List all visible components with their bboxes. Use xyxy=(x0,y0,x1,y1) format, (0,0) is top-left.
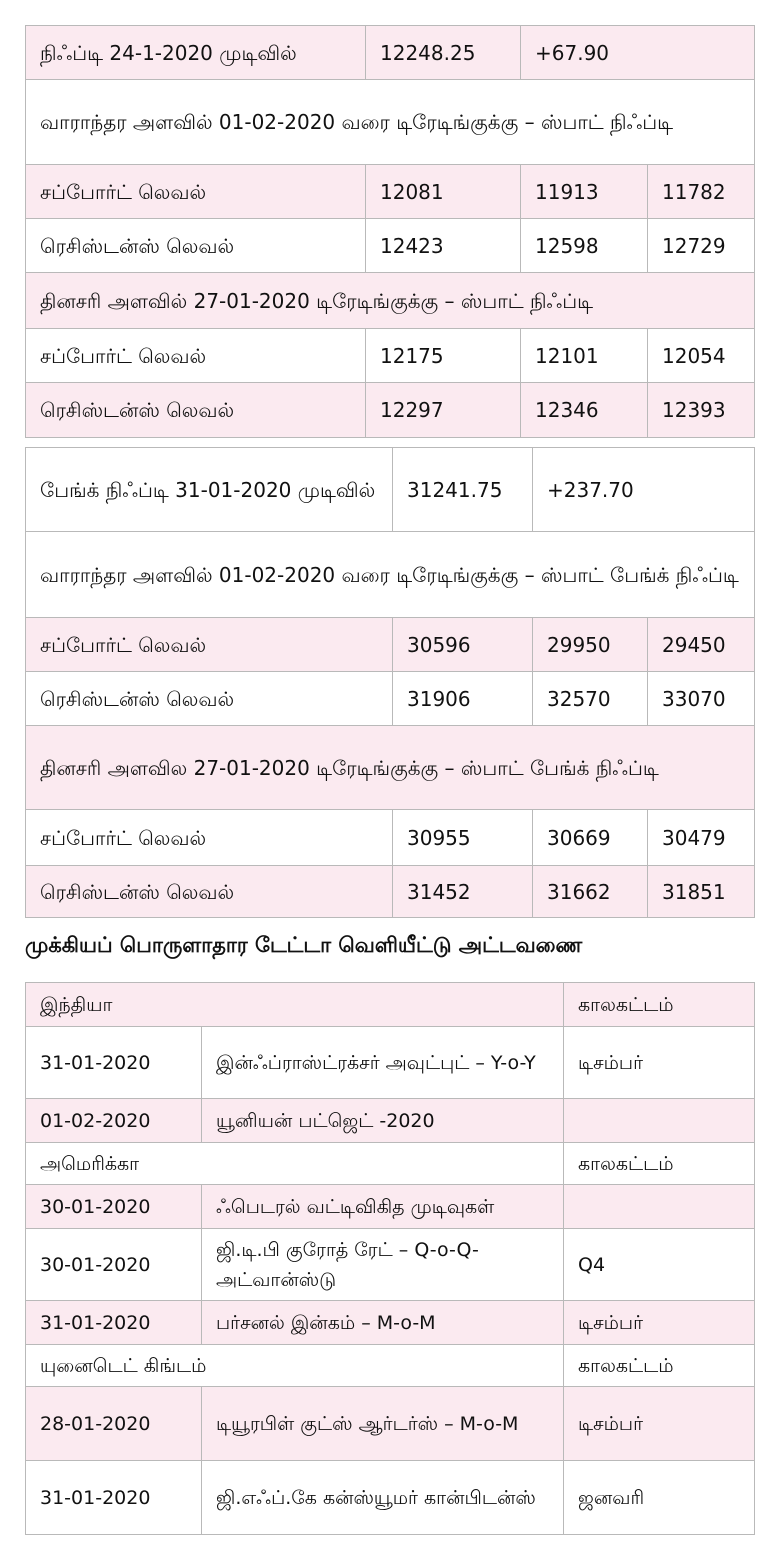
level-value: 30596 xyxy=(393,618,533,672)
banknifty-weekly-header: வாராந்தர அளவில் 01-02-2020 வரை டிரேடிங்குக்கு – ஸ்பாட் பேங்க் நிஃப்டி xyxy=(26,532,755,618)
banknifty-daily-resistance-row xyxy=(26,866,755,918)
level-value: 31851 xyxy=(648,866,755,918)
event-row xyxy=(26,1185,755,1229)
event-row xyxy=(26,1387,755,1461)
resistance-label: ரெசிஸ்டன்ஸ் லெவல் xyxy=(26,866,393,918)
level-value: 31452 xyxy=(393,866,533,918)
event-date: 28-01-2020 xyxy=(26,1387,202,1461)
level-value: 12393 xyxy=(648,383,755,438)
level-value: 30955 xyxy=(393,810,533,866)
nifty-weekly-resistance-row xyxy=(26,219,755,273)
banknifty-closing-label: பேங்க் நிஃப்டி 31-01-2020 முடிவில் xyxy=(26,448,393,532)
event-row xyxy=(26,1027,755,1099)
event-period: டிசம்பர் xyxy=(564,1027,755,1099)
event-period xyxy=(564,1185,755,1229)
event-date: 31-01-2020 xyxy=(26,1301,202,1345)
country-row-usa xyxy=(26,1143,755,1185)
support-label: சப்போர்ட் லெவல் xyxy=(26,810,393,866)
event-name: பர்சனல் இன்கம் – M-o-M xyxy=(202,1301,564,1345)
event-row xyxy=(26,1461,755,1535)
resistance-label: ரெசிஸ்டன்ஸ் லெவல் xyxy=(26,219,366,273)
resistance-label: ரெசிஸ்டன்ஸ் லெவல் xyxy=(26,672,393,726)
nifty-closing-value: 12248.25 xyxy=(366,26,521,80)
event-date: 31-01-2020 xyxy=(26,1027,202,1099)
support-label: சப்போர்ட் லெவல் xyxy=(26,618,393,672)
period-header: காலகட்டம் xyxy=(564,983,755,1027)
event-name: ஜி.எஃப்.கே கன்ஸ்யூமர் கான்பிடன்ஸ் xyxy=(202,1461,564,1535)
event-name: ஜி.டி.பி குரோத் ரேட் – Q-o-Q- அட்வான்ஸ்டு xyxy=(202,1229,564,1301)
event-name: யூனியன் பட்ஜெட் -2020 xyxy=(202,1099,564,1143)
level-value: 31906 xyxy=(393,672,533,726)
event-row xyxy=(26,1229,755,1301)
banknifty-weekly-header-row xyxy=(26,532,755,618)
event-name: டியூரபிள் குட்ஸ் ஆர்டர்ஸ் – M-o-M xyxy=(202,1387,564,1461)
event-period: Q4 xyxy=(564,1229,755,1301)
event-date: 01-02-2020 xyxy=(26,1099,202,1143)
support-label: சப்போர்ட் லெவல் xyxy=(26,329,366,383)
support-label: சப்போர்ட் லெவல் xyxy=(26,165,366,219)
level-value: 29950 xyxy=(533,618,648,672)
event-date: 30-01-2020 xyxy=(26,1185,202,1229)
period-header: காலகட்டம் xyxy=(564,1143,755,1185)
nifty-closing-label: நிஃப்டி 24-1-2020 முடிவில் xyxy=(26,26,366,80)
country-row-uk xyxy=(26,1345,755,1387)
period-header: காலகட்டம் xyxy=(564,1345,755,1387)
event-row xyxy=(26,1099,755,1143)
event-date: 31-01-2020 xyxy=(26,1461,202,1535)
level-value: 12054 xyxy=(648,329,755,383)
nifty-weekly-support-row xyxy=(26,165,755,219)
event-period: டிசம்பர் xyxy=(564,1301,755,1345)
event-row xyxy=(26,1301,755,1345)
level-value: 12598 xyxy=(521,219,648,273)
nifty-closing-change: +67.90 xyxy=(521,26,755,80)
event-period: ஜனவரி xyxy=(564,1461,755,1535)
banknifty-daily-header-row xyxy=(26,726,755,810)
banknifty-levels-table xyxy=(25,447,755,918)
event-period: டிசம்பர் xyxy=(564,1387,755,1461)
nifty-daily-header-row xyxy=(26,273,755,329)
nifty-weekly-header-row xyxy=(26,80,755,165)
banknifty-weekly-support-row xyxy=(26,618,755,672)
level-value: 11913 xyxy=(521,165,648,219)
level-value: 12729 xyxy=(648,219,755,273)
country-name: இந்தியா xyxy=(26,983,564,1027)
event-name: ஃபெடரல் வட்டிவிகித முடிவுகள் xyxy=(202,1185,564,1229)
level-value: 31662 xyxy=(533,866,648,918)
event-date: 30-01-2020 xyxy=(26,1229,202,1301)
level-value: 30479 xyxy=(648,810,755,866)
nifty-daily-resistance-row xyxy=(26,383,755,438)
country-name: அமெரிக்கா xyxy=(26,1143,564,1185)
banknifty-closing-row xyxy=(26,448,755,532)
banknifty-closing-change: +237.70 xyxy=(533,448,755,532)
banknifty-daily-support-row xyxy=(26,810,755,866)
nifty-weekly-header: வாராந்தர அளவில் 01-02-2020 வரை டிரேடிங்குக்கு – ஸ்பாட் நிஃப்டி xyxy=(26,80,755,165)
banknifty-weekly-resistance-row xyxy=(26,672,755,726)
banknifty-daily-header: தினசரி அளவில 27-01-2020 டிரேடிங்குக்கு – ஸ்பாட் பேங்க் நிஃப்டி xyxy=(26,726,755,810)
level-value: 12423 xyxy=(366,219,521,273)
event-name: இன்ஃப்ராஸ்ட்ரக்சர் அவுட்புட் – Y-o-Y xyxy=(202,1027,564,1099)
level-value: 12101 xyxy=(521,329,648,383)
economic-calendar-table xyxy=(25,982,755,1535)
country-row-india xyxy=(26,983,755,1027)
nifty-closing-row xyxy=(26,26,755,80)
level-value: 12346 xyxy=(521,383,648,438)
resistance-label: ரெசிஸ்டன்ஸ் லெவல் xyxy=(26,383,366,438)
level-value: 32570 xyxy=(533,672,648,726)
level-value: 29450 xyxy=(648,618,755,672)
level-value: 12297 xyxy=(366,383,521,438)
event-period xyxy=(564,1099,755,1143)
banknifty-closing-value: 31241.75 xyxy=(393,448,533,532)
level-value: 11782 xyxy=(648,165,755,219)
level-value: 12081 xyxy=(366,165,521,219)
level-value: 30669 xyxy=(533,810,648,866)
nifty-daily-header: தினசரி அளவில் 27-01-2020 டிரேடிங்குக்கு – ஸ்பாட் நிஃப்டி xyxy=(26,273,755,329)
level-value: 12175 xyxy=(366,329,521,383)
nifty-levels-table xyxy=(25,25,755,438)
nifty-daily-support-row xyxy=(26,329,755,383)
level-value: 33070 xyxy=(648,672,755,726)
calendar-heading: முக்கியப் பொருளாதார டேட்டா வெளியீட்டு அட்டவணை xyxy=(25,933,583,957)
country-name: யுனைடெட் கிங்டம் xyxy=(26,1345,564,1387)
